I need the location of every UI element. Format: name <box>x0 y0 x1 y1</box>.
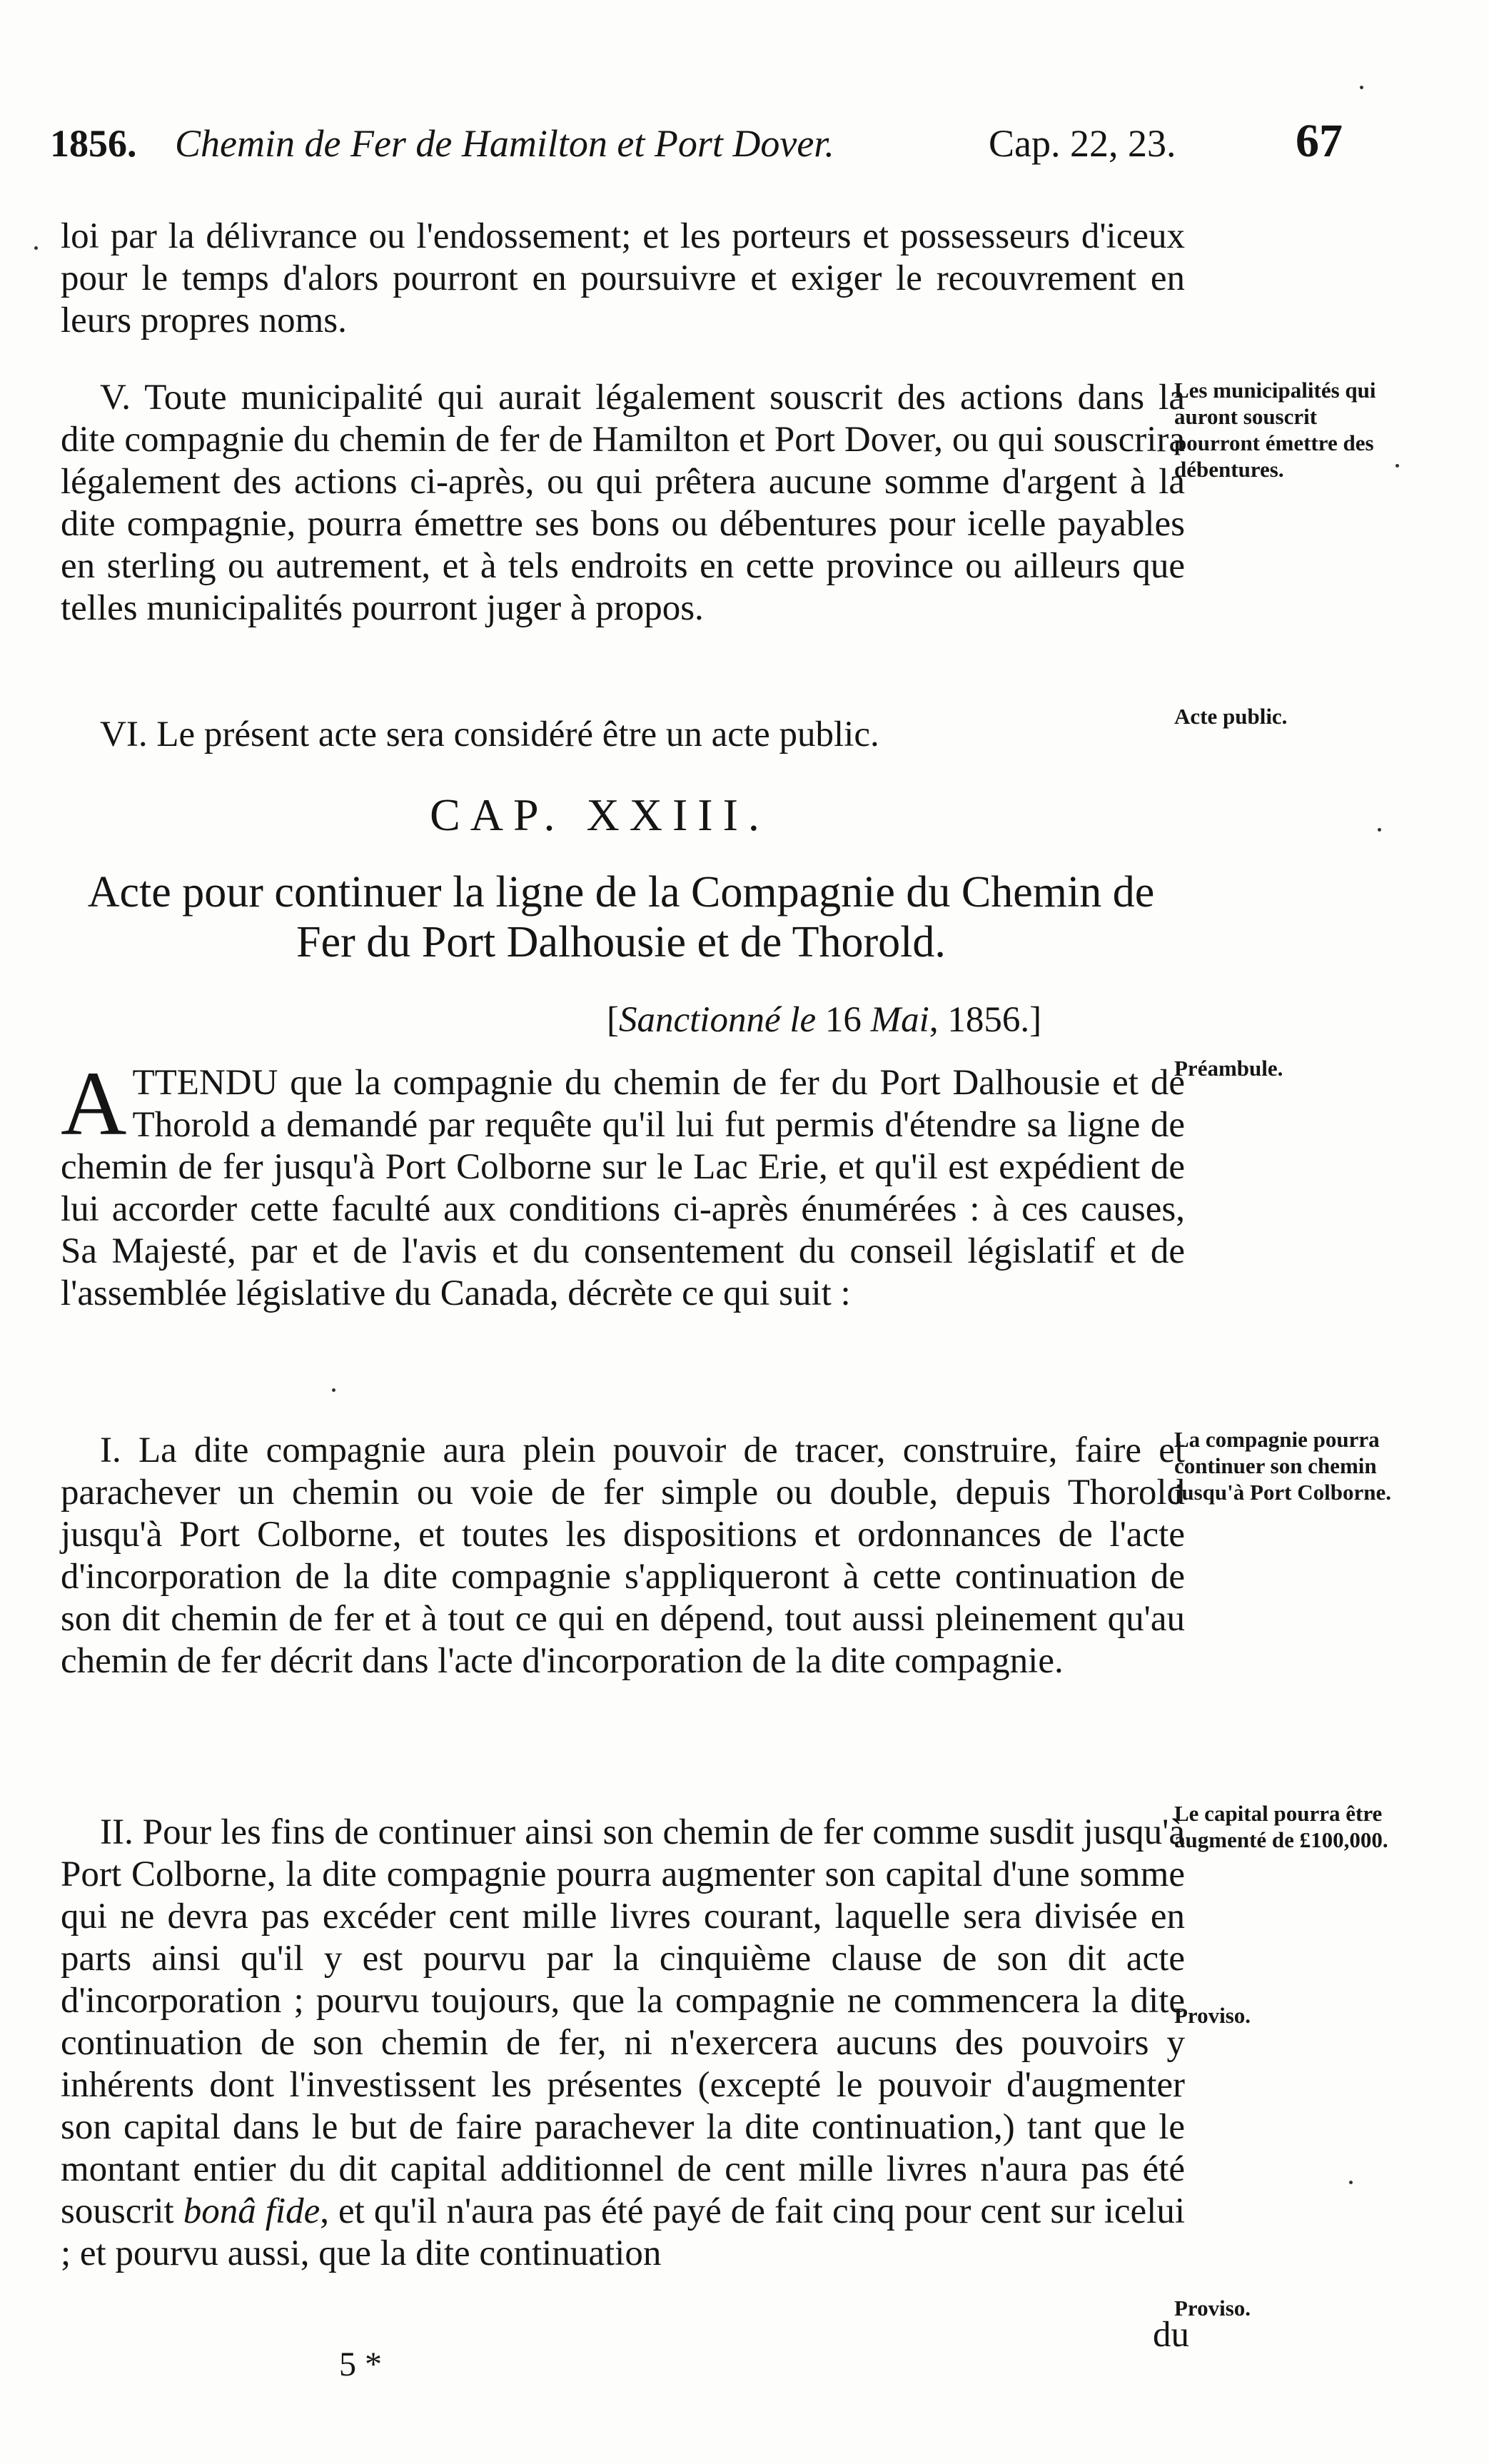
section-vi-number: VI. <box>100 715 148 754</box>
scan-speck <box>1349 2181 1353 2184</box>
margin-note-capital: Le capital pourra être augmenté de £100,000. <box>1174 1801 1388 1852</box>
header-running-title: Chemin de Fer de Hamilton et Port Dover. <box>175 122 834 165</box>
section-v <box>61 377 1185 630</box>
preamble-drop-cap: A <box>61 1053 127 1154</box>
chapter-heading: CAP. XXIII. <box>430 789 769 840</box>
section-v-number: V. <box>100 378 131 418</box>
margin-note-section-v: Les municipalités qui auront souscrit pourront émettre des débentures. <box>1174 378 1376 482</box>
margin-note-preamble: Préambule. <box>1174 1056 1283 1081</box>
catchword: du <box>1153 2315 1189 2355</box>
section-ii-number: II. <box>100 1812 133 1852</box>
section-ii-italic: bonâ fide <box>183 2191 320 2231</box>
page-number: 67 <box>1296 115 1343 167</box>
signature-mark: 5 * <box>339 2346 382 2383</box>
scan-speck <box>1378 828 1381 832</box>
scan-speck <box>1360 86 1363 89</box>
header-chapter-ref: Cap. 22, 23. <box>989 122 1176 165</box>
section-v-text: Toute municipalité qui aurait légalement souscrit des actions dans la dite compagnie du chemin de fer de Hamilton et Port Dover, ou qui souscrira légalement des actions ci-après, ou qui prêtera aucune somme d'argent à la dite compagnie, pourra émettre ses bons ou débentures pour icelle payables en sterling ou autrement, et à tels endroits en cette province ou ailleurs que telles municipalités pourront juger à propos. <box>61 378 1185 628</box>
margin-note-proviso-1: Proviso. <box>1174 2003 1251 2028</box>
section-ii-text-end: , et qu'il n'aura pas été payé de fait cinq pour cent sur icelui ; et pourvu aussi, que la dite continuation <box>61 2191 1185 2273</box>
margin-note-section-vi: Acte public. <box>1174 704 1288 729</box>
section-ii-text: Pour les fins de continuer ainsi son chemin de fer comme susdit jusqu'à Port Colborne, la dite compagnie pourra augmenter son capital d'une somme qui ne devra pas excéder cent mille livres courant, laquelle sera divisée en parts ainsi qu'il y est pourvu par la cinquième clause de son dit acte d'incorporation ; pourvu toujours, que la compagnie ne commencera la dite continuation de son chemin de fer, ni n'exercera aucuns des pouvoirs y inhérents dont l'investissent les présentes (excepté le pouvoir d'augmenter son capital dans le but de faire parachever la dite continuation,) tant que le montant entier du dit capital additionnel de cent mille livres n'aura pas été souscrit <box>61 1812 1185 2231</box>
sanction-year: 1856. <box>947 1000 1030 1040</box>
section-vi <box>61 714 1185 756</box>
header-year: 1856. <box>50 122 137 165</box>
scan-speck <box>34 246 38 250</box>
preamble-text: TTENDU que la compagnie du chemin de fer du Port Dalhousie et de Thorold a demandé par requête qu'il lui fut permis d'étendre sa ligne de chemin de fer jusqu'à Port Colborne sur le Lac Erie, et qu'il est expédient de lui accorder cette faculté aux conditions ci-après énumérées : à ces causes, Sa Majesté, par et de l'avis et du consentement du conseil législatif et de l'assemblée législative du Canada, décrète ce qui suit : <box>61 1063 1185 1313</box>
sanction-date: [Sanctionné le 16 Mai, 1856.] <box>607 1000 1042 1040</box>
section-i-text: La dite compagnie aura plein pouvoir de tracer, construire, faire et parachever un chemin ou voie de fer simple ou double, depuis Thorold jusqu'à Port Colborne, et toutes les dispositions et ordonnances de l'acte d'incorporation de la dite compagnie s'appliqueront à cette continuation de son dit chemin de fer et à tout ce qui en dépend, tout aussi pleinement qu'au chemin de fer décrit dans l'acte d'incorporation de la dite compagnie. <box>61 1430 1186 1681</box>
margin-note-proviso-2: Proviso. <box>1174 2296 1251 2321</box>
section-continuation <box>61 216 1185 342</box>
sanction-month: Mai <box>870 1000 929 1040</box>
section-ii <box>61 1812 1185 2275</box>
scan-speck <box>1395 464 1399 468</box>
running-header <box>50 115 1371 178</box>
section-i <box>61 1430 1185 1682</box>
preamble <box>61 1053 1185 1315</box>
section-i-number: I. <box>100 1430 121 1470</box>
sanction-label: Sanctionné le <box>618 1000 817 1040</box>
margin-note-section-i: La compagnie pourra continuer son chemin jusqu'à Port Colborne. <box>1174 1427 1391 1505</box>
scan-speck <box>332 1388 335 1392</box>
sanction-day: 16 <box>824 1000 862 1040</box>
act-title: Acte pour continuer la ligne de la Compagnie du Chemin de Fer du Port Dalhousie et de Thorold. <box>87 868 1155 966</box>
section-continuation-text: loi par la délivrance ou l'endossement; et les porteurs et possesseurs d'iceux pour le temps d'alors pourront en poursuivre et exiger le recouvrement en leurs propres noms. <box>61 216 1185 340</box>
section-vi-text: Le présent acte sera considéré être un acte public. <box>156 715 879 754</box>
